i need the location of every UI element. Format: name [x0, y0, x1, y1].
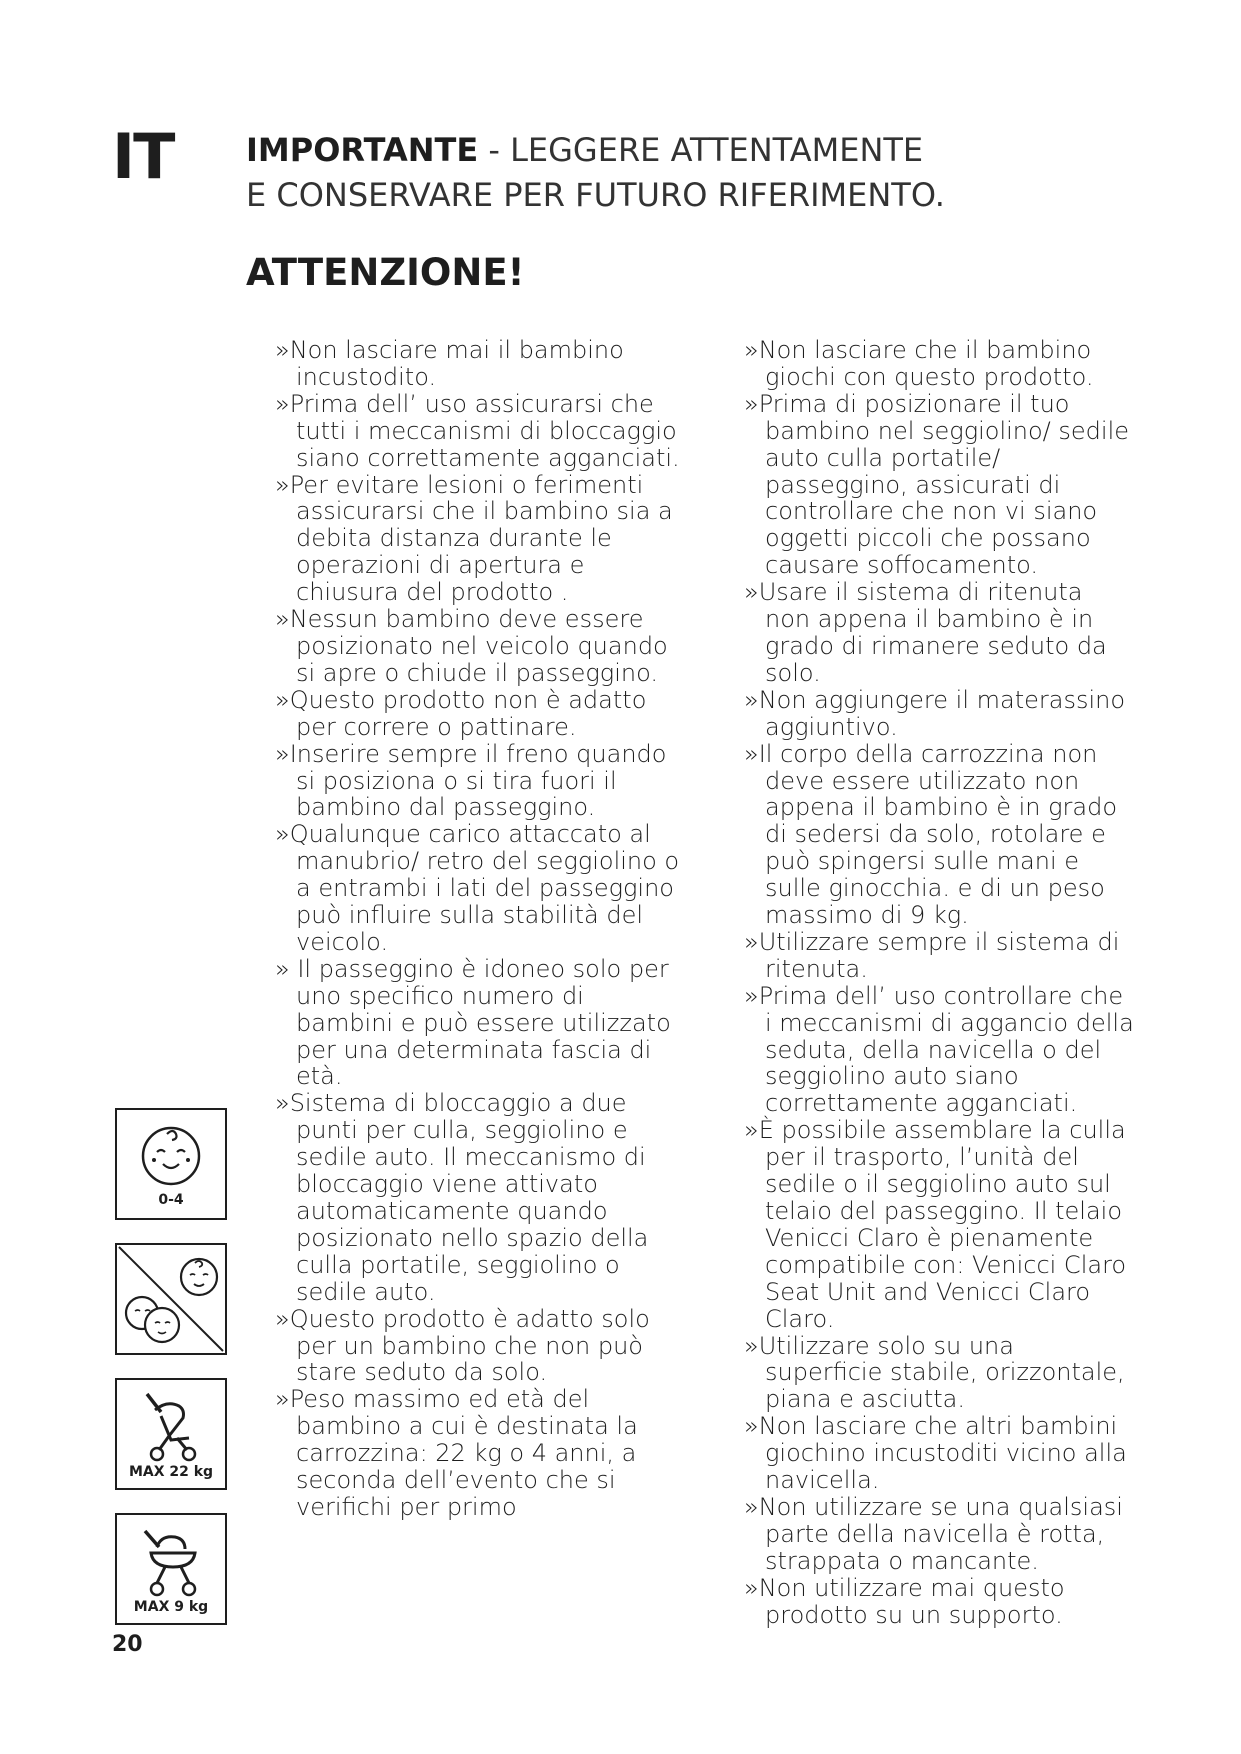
warning-item: » Utilizzare sempre il sistema di ritenuta.	[744, 929, 1134, 983]
warning-item: » Nessun bambino deve essere posizionato nel veicolo quando si apre o chiude il passeggino.	[275, 606, 685, 687]
warning-item: » Questo prodotto è adatto solo per un bambino che non può stare seduto da solo.	[275, 1306, 685, 1387]
page-header	[246, 128, 945, 218]
warning-item: » Non utilizzare mai questo prodotto su un supporto.	[744, 1575, 1134, 1629]
warning-item: » Prima dell’ uso controllare che i meccanismi di aggancio della seduta, della navicella o del seggiolino auto siano correttamente agganciati.	[744, 983, 1134, 1118]
warning-item: » Non utilizzare se una qualsiasi parte della navicella è rotta, strappata o mancante.	[744, 1494, 1134, 1575]
carrycot-max-label: MAX 9 kg	[133, 1599, 209, 1615]
language-code: IT	[112, 120, 174, 193]
warning-item: » Prima di posizionare il tuo bambino nel seggiolino/ sedile auto culla portatile/ passeggino, assicurati di controllare che non vi siano oggetti piccoli che possano causare soffocamento.	[744, 391, 1134, 579]
stroller-max-weight-icon	[115, 1378, 227, 1490]
warning-item: » Non aggiungere il materassino aggiuntivo.	[744, 687, 1134, 741]
header-title-bold: IMPORTANTE	[246, 131, 479, 169]
warnings-column-right	[744, 337, 1134, 1629]
single-child-only-icon	[115, 1243, 227, 1355]
warnings-column-left	[275, 337, 685, 1521]
age-range-label: 0-4	[158, 1192, 184, 1208]
carrycot-max-weight-icon	[115, 1513, 227, 1625]
page-number: 20	[112, 1632, 143, 1657]
warning-item: » È possibile assemblare la culla per il trasporto, l’unità del sedile o il seggiolino auto sul telaio del passeggino. Il telaio Venicci Claro è pienamente compatibile con: Venicci Claro Seat Unit and Venicci Claro Claro.	[744, 1117, 1134, 1332]
warning-heading: ATTENZIONE!	[246, 251, 525, 294]
age-range-icon	[115, 1108, 227, 1220]
warning-item: » Non lasciare mai il bambino incustodito.	[275, 337, 685, 391]
warning-item: » Il passeggino è idoneo solo per uno specifico numero di bambini e può essere utilizzato per una determinata fascia di età.	[275, 956, 685, 1091]
header-line-1	[246, 128, 945, 173]
warning-item: » Per evitare lesioni o ferimenti assicurarsi che il bambino sia a debita distanza durante le operazioni di apertura e chiusura del prodotto .	[275, 472, 685, 607]
warning-item: » Peso massimo ed età del bambino a cui è destinata la carrozzina: 22 kg o 4 anni, a seconda dell’evento che si verifichi per primo	[275, 1386, 685, 1521]
warning-item: » Il corpo della carrozzina non deve essere utilizzato non appena il bambino è in grado di sedersi da solo, rotolare e può spingersi sulle mani e sulle ginocchia. e di un peso massimo di 9 kg.	[744, 741, 1134, 929]
warning-item: » Utilizzare solo su una superficie stabile, orizzontale, piana e asciutta.	[744, 1333, 1134, 1414]
warning-item: » Usare il sistema di ritenuta non appena il bambino è in grado di rimanere seduto da solo.	[744, 579, 1134, 687]
header-title-rest: - LEGGERE ATTENTAMENTE	[478, 131, 924, 169]
header-line-2: E CONSERVARE PER FUTURO RIFERIMENTO.	[246, 176, 945, 214]
warning-item: » Inserire sempre il freno quando si posiziona o si tira fuori il bambino dal passeggino.	[275, 741, 685, 822]
warning-item: » Prima dell’ uso assicurarsi che tutti i meccanismi di bloccaggio siano correttamente agganciati.	[275, 391, 685, 472]
twins-prohibited-icon	[117, 1245, 225, 1353]
warning-item: » Sistema di bloccaggio a due punti per culla, seggiolino e sedile auto. Il meccanismo di bloccaggio viene attivato automaticamente quando posizionato nello spazio della culla portatile, seggiolino o sedile auto.	[275, 1090, 685, 1305]
warning-item: » Non lasciare che il bambino giochi con questo prodotto.	[744, 337, 1134, 391]
warning-item: » Non lasciare che altri bambini giochino incustoditi vicino alla navicella.	[744, 1413, 1134, 1494]
warning-item: » Qualunque carico attaccato al manubrio/ retro del seggiolino o a entrambi i lati del passeggino può influire sulla stabilità del veicolo.	[275, 821, 685, 956]
warning-item: » Questo prodotto non è adatto per correre o pattinare.	[275, 687, 685, 741]
stroller-max-label: MAX 22 kg	[128, 1464, 214, 1480]
